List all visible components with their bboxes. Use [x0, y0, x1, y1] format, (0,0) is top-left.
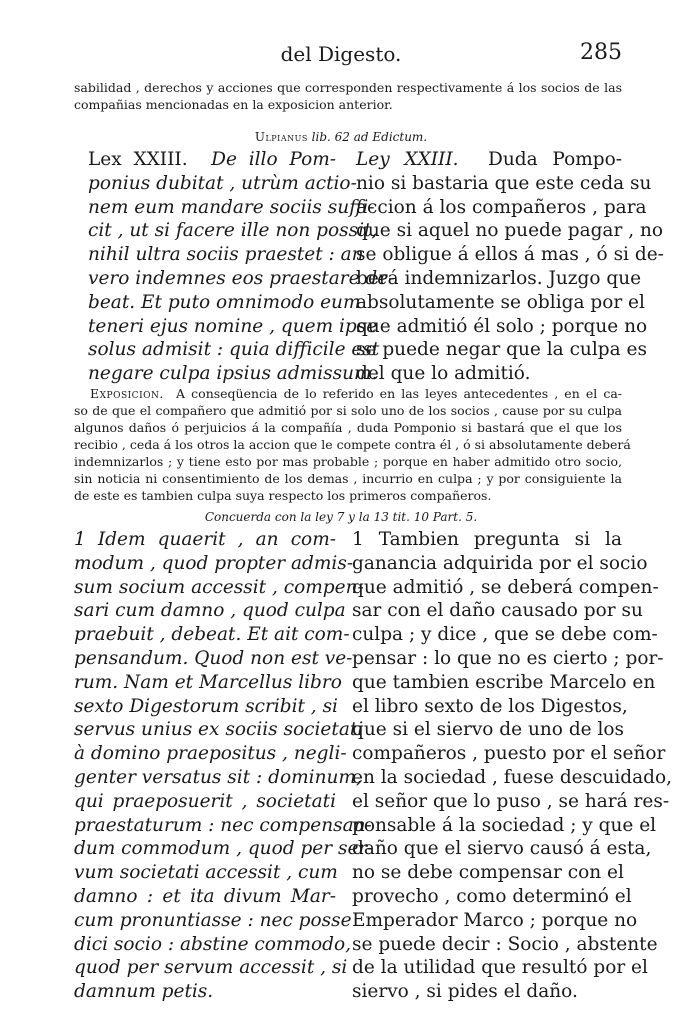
latin-line: qui praeposuerit , societati [74, 790, 336, 812]
spanish-line: no se debe compensar con el [352, 862, 624, 884]
exposicion-line: so de que el compañero que admitió por si solo uno de los socios , cause por su culpa [74, 403, 622, 418]
spanish-line: provecho , como determinó el [352, 885, 632, 907]
spanish-line: se puede decir : Socio , abstente [352, 933, 658, 955]
citation-source: lib. 62 ad Edictum. [311, 130, 428, 144]
citation-ulpianus [0, 130, 682, 144]
latin-line: rum. Nam et Marcellus libro [74, 671, 342, 693]
latin-line: negare culpa ipsius admissum. [88, 363, 378, 385]
spanish-line: daño que el siervo causó á esta, [352, 838, 652, 860]
intro-line: compañias mencionadas en la exposicion anterior. [74, 97, 393, 112]
spanish-line: del que lo admitió. [356, 363, 531, 385]
page-number: 285 [580, 40, 622, 65]
running-title: del Digesto. [280, 42, 402, 66]
page-header [0, 42, 682, 72]
spanish-line: nio si bastaria que este ceda su [356, 172, 652, 194]
spanish-line: siervo , si pides el daño. [352, 981, 578, 1003]
lex-23-latin [88, 148, 395, 386]
latin-line: cit , ut si facere ille non possit, [88, 220, 378, 242]
exposicion-line: A conseqüencia de lo referido en las leyes antecedentes , en el ca- [176, 386, 622, 401]
spanish-line: el señor que lo puso , se hará res- [352, 790, 670, 812]
exposicion-line: indemnizarlos ; y tiene esto por mas probable ; porque en haber admitido otro socio, [74, 454, 622, 469]
spanish-line: Duda Pompo- [488, 149, 622, 170]
exposicion [74, 385, 631, 504]
exposicion-first-line [74, 385, 622, 402]
spanish-line: pensar : lo que no es cierto ; por- [352, 647, 664, 669]
latin-line: damno : et ita divum Mar- [74, 885, 336, 907]
latin-line: 1 Idem quaerit , an com- [74, 529, 336, 550]
latin-line: sexto Digestorum scribit , si [74, 695, 338, 717]
spanish-line: el libro sexto de los Digestos, [352, 695, 628, 717]
latin-line: dici socio : abstine commodo, [74, 933, 352, 955]
spanish-line: que si aquel no puede pagar , no [356, 220, 664, 242]
spanish-line: absolutamente se obliga por el [356, 291, 645, 313]
latin-line: quod per servum accessit , si [74, 957, 348, 979]
spanish-line: accion á los compañeros , para [356, 196, 647, 218]
latin-line: à domino praepositus , negli- [74, 743, 347, 765]
spanish-line: que tambien escribe Marcelo en [352, 671, 656, 693]
spanish-line: ponsable á la sociedad ; y que el [352, 814, 657, 836]
exposicion-label: Exposicion. [90, 386, 164, 401]
latin-line: vum societati accessit , cum [74, 862, 338, 884]
spanish-line: Emperador Marco ; porque no [352, 909, 638, 931]
spanish-line: 1 Tambien pregunta si la [352, 529, 622, 550]
latin-line: genter versatus sit : dominum, [74, 766, 362, 788]
exposicion-line: de este es tambien culpa suya respecto los primeros compañeros. [74, 488, 492, 503]
spanish-line: de la utilidad que resultó por el [352, 957, 648, 979]
intro-note [74, 79, 622, 113]
spanish-line: ganancia adquirida por el socio [352, 552, 648, 574]
latin-line: praestaturum : nec compensan- [74, 814, 372, 836]
latin-line: servus unius ex sociis societati [74, 719, 364, 741]
spanish-line: se obligue á ellos á mas , ó si de- [356, 244, 664, 266]
latin-line: damnum petis. [74, 981, 214, 1003]
latin-line: nihil ultra sociis praestet : an [88, 244, 364, 266]
latin-line: nem eum mandare sociis suffi- [88, 196, 375, 218]
latin-line: sari cum damno , quod culpa [74, 600, 346, 622]
latin-line: praebuit , debeat. Et ait com- [74, 624, 350, 646]
spanish-line: compañeros , puesto por el señor [352, 743, 666, 765]
citation-concuerda: Concuerda con la ley 7 y la 13 tit. 10 Part. 5. [204, 510, 478, 524]
ley-23-spanish [356, 148, 664, 386]
latin-line: ponius dubitat , utrùm actio- [88, 172, 357, 194]
exposicion-line: recibio , ceda á los otros la accion que le compete contra él , ó si absolutamente deberá [74, 437, 631, 452]
latin-line: modum , quod propter admis- [74, 552, 354, 574]
ley-23-heading: Ley XXIII. [356, 149, 459, 170]
lex-23-first-line [88, 148, 336, 172]
ley-23-1-spanish [352, 528, 673, 1004]
exposicion-line: algunos daños ó perjuicios á la compañía , duda Pomponio si bastará que el que los [74, 420, 622, 435]
exposicion-line: sin noticia ni consentimiento de los demas , incurrio en culpa ; y por consiguiente la [74, 471, 622, 486]
spanish-line: que admitió él solo ; porque no [356, 315, 648, 337]
latin-line: sum socium accessit , compen- [74, 576, 364, 598]
latin-line: De illo Pom- [211, 149, 337, 170]
spanish-line: berá indemnizarlos. Juzgo que [356, 267, 642, 289]
latin-line: cum pronuntiasse : nec posse [74, 909, 352, 931]
spanish-line: que admitió , se deberá compen- [352, 576, 659, 598]
latin-line: dum commodum , quod per ser- [74, 838, 374, 860]
spanish-line: culpa ; y dice , que se debe com- [352, 624, 658, 646]
latin-line: solus admisit : quia difficile est [88, 339, 380, 361]
latin-line: pensandum. Quod non est ve- [74, 647, 353, 669]
spanish-line: en la sociedad , fuese descuidado, [352, 766, 673, 788]
ley-23-first-line [356, 148, 622, 172]
intro-line: sabilidad , derechos y acciones que corresponden respectivamente á los socios de las [74, 80, 622, 95]
spanish-line: sar con el daño causado por su [352, 600, 643, 622]
lex-23-heading: Lex XXIII. [88, 149, 188, 170]
spanish-line: se puede negar que la culpa es [356, 339, 647, 361]
latin-line: teneri ejus nomine , quem ipse [88, 315, 378, 337]
latin-line: beat. Et puto omnimodo eum [88, 291, 361, 313]
lex-23-1-latin [74, 528, 374, 1004]
spanish-line: que si el siervo de uno de los [352, 719, 625, 741]
citation-author: Ulpianus [254, 130, 308, 144]
latin-line: vero indemnes eos praestare de- [88, 267, 395, 289]
